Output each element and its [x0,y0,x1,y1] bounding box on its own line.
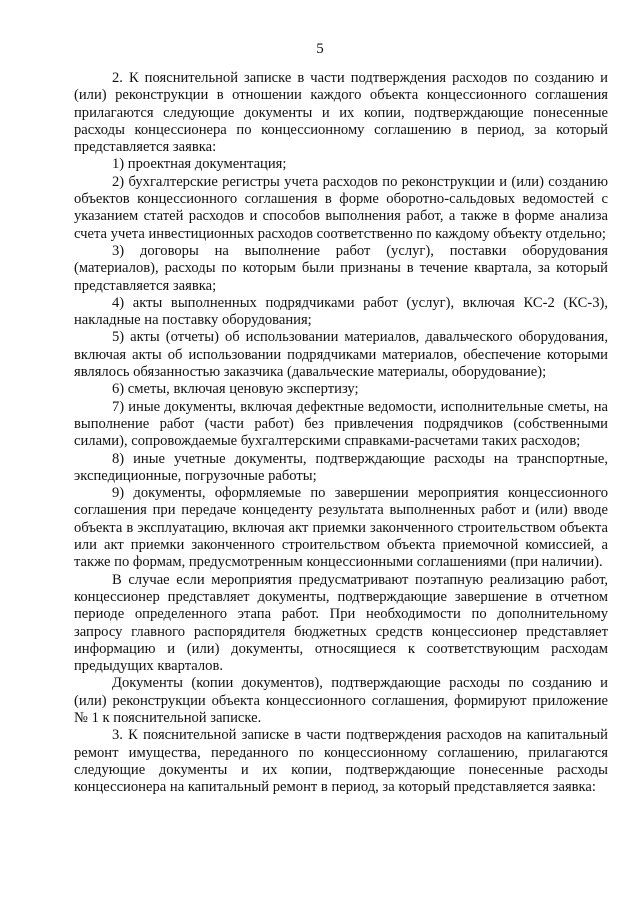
list-item-2: 2) бухгалтерские регистры учета расходов по реконструкции и (или) созданию объектов концессионного соглашения в форме оборотно-сальдовых ведомостей с указанием статей расходов и способов выполнения работ, а также в форме анализа счета учета инвестиционных расходов соответственно по каждому объекту отдельно; [74,173,608,242]
list-item-3: 3) договоры на выполнение работ (услуг), поставки оборудования (материалов), расходы по которым были признаны в течение квартала, за который представляется заявка; [74,242,608,294]
paragraph-appendix-1: Документы (копии документов), подтверждающие расходы по созданию и (или) реконструкции объекта концессионного соглашения, формируют приложение № 1 к пояснительной записке. [74,675,608,726]
list-item-4: 4) акты выполненных подрядчиками работ (услуг), включая КС-2 (КС-3), накладные на поставку оборудования; [74,294,608,329]
paragraph-staged-works: В случае если мероприятия предусматривают поэтапную реализацию работ, концессионер представляет документы, подтверждающие завершение в отчетном периоде определенного этапа работ. При необходимости по дополнительному запросу главного распорядителя бюджетных средств концессионер представляет информацию и (или) документы, относящиеся к соответствующим расходам предыдущих кварталов. [74,571,608,675]
list-item-7: 7) иные документы, включая дефектные ведомости, исполнительные сметы, на выполнение работ (части работ) без привлечения подрядчиков (собственными силами), сопровождаемые бухгалтерскими справками-расчетами таких расходов; [74,398,608,450]
paragraph-item-3: 3. К пояснительной записке в части подтверждения расходов на капитальный ремонт имущества, переданного по концессионному соглашению, прилагаются следующие документы и их копии, подтверждающие понесенные расходы концессионера на капитальный ремонт в период, за который представляется заявка: [74,727,608,796]
list-item-9: 9) документы, оформляемые по завершении мероприятия концессионного соглашения при передаче концеденту результата выполненных работ и (или) вводе объекта в эксплуатацию, включая акт приемки законченного строительством объекта или акт приемки законченного строительством объекта приемочной комиссией, а также по формам, предусмотренным концессионными соглашениями (при наличии). [74,485,608,571]
page-number: 5 [316,41,324,57]
paragraph-item-2: 2. К пояснительной записке в части подтверждения расходов по созданию и (или) реконструкции в отношении каждого объекта концессионного соглашения прилагаются следующие документы и их копии, подтверждающие понесенные расходы концессионера по концессионному соглашению в период, за который представляется заявка: [74,70,608,156]
list-item-1: 1) проектная документация; [112,156,287,173]
list-item-5: 5) акты (отчеты) об использовании материалов, давальческого оборудования, включая акты об использовании подрядчиками материалов, обеспечение которыми являлось обязанностью заказчика (давальческие материалы, оборудование); [74,329,608,381]
list-item-6: 6) сметы, включая ценовую экспертизу; [112,381,359,398]
list-item-8: 8) иные учетные документы, подтверждающие расходы на транспортные, экспедиционные, погрузочные работы; [74,450,608,484]
document-body [74,70,608,796]
